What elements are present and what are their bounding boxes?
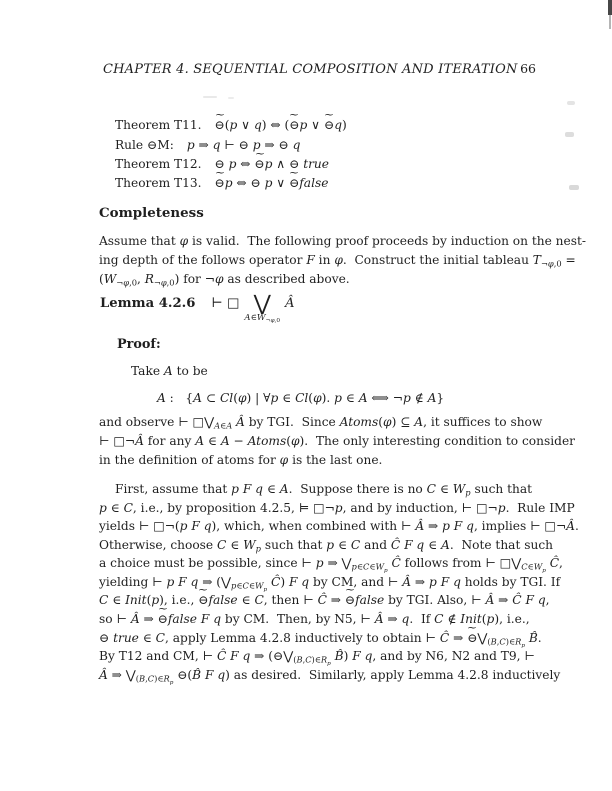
vee-subscript: $A\in W_{\neg\varphi,0}$ (244, 313, 281, 324)
proof-main-line-7: C ∈ Init(p), i.e., ⊖ ~false ∈ C, then ⊢ Ĉ ⇒ ⊖ ~false by TGI. Also, ⊢ Â ⇒ Ĉ F q, (99, 592, 550, 609)
completeness-line-3: ($W_{\neg\varphi,0}$, $R_{\neg\varphi,0}$) for ¬φ as described above. (99, 272, 350, 288)
theorem-t12-label: Theorem T12. (115, 157, 202, 171)
theorem-t11-line (115, 117, 347, 134)
proof-main-line-3: yields ⊢ □¬(p F q), which, when combined with ⊢ Â ⇒ p F q, implies ⊢ □¬Â. (99, 519, 579, 533)
scan-artifact (609, 15, 611, 29)
scan-artifact (569, 185, 579, 190)
scan-artifact (203, 96, 217, 98)
lemma-a-hat: Â (285, 296, 295, 311)
rule-om-line (115, 137, 300, 154)
lemma-426-formula (211, 291, 295, 324)
rule-om-label: Rule ⊖M: (115, 138, 174, 152)
proof-main-line-5: a choice must be possible, since ⊢ p ⇒ $⋁_{p\in C\in W_p}$ Ĉ follows from ⊢ $□⋁_{C\in W_p}$ Ĉ, (99, 556, 563, 574)
completeness-line-2: ing depth of the follows operator F in φ. Construct the initial tableau $T_{\neg\varphi,0}$ = (99, 253, 576, 269)
theorem-t11-formula: ⊖ ~(p ∨ q) ⇔ (⊖ ~p ∨ ⊖ ~q) (215, 118, 347, 132)
scan-artifact (608, 0, 612, 15)
proof-main-line-8: so ⊢ Â ⇒ ⊖ ~false F q by CM. Then, by N5, ⊢ Â ⇒ q. If C ∉ Init(p), i.e., (99, 611, 530, 628)
theorem-t11-label: Theorem T11. (115, 118, 202, 132)
theorem-t13-label: Theorem T13. (115, 176, 202, 190)
proof-main-line-10: By T12 and CM, ⊢ Ĉ F q ⇒ ($⊖⋁_{(B,C)\in R_p}$ B̂) F q, and by N6, N2 and T9, ⊢ (99, 649, 535, 667)
proof-main-line-2: p ∈ C, i.e., by proposition 4.2.5, ⊨ □¬p, and by induction, ⊢ □¬p. Rule IMP (99, 501, 575, 515)
theorem-t13-formula: ⊖ ~p ⇔ ⊖ p ∨ ⊖ ~false (215, 176, 329, 190)
set-definition-formula: A : {A ⊂ Cl(φ) | ∀p ∈ Cl(φ). p ∈ A ⟺ ¬p ∉ A} (157, 391, 445, 405)
observe-line-2: ⊢ □¬Â for any A ∈ A − Atoms(φ). The only interesting condition to consider (99, 434, 575, 448)
lemma-426-label: Lemma 4.2.6 (100, 296, 196, 311)
completeness-line-1: Assume that φ is valid. The following proof proceeds by induction on the nest- (99, 234, 587, 248)
theorem-t13-line (115, 175, 328, 192)
scan-artifact (228, 97, 234, 99)
observe-line-1: and observe ⊢ $□⋁_{A\in A}$ Â by TGI. Since Atoms(φ) ⊆ A, it suffices to show (99, 415, 543, 431)
theorem-t12-formula: ⊖ p ⇔ ⊖ ~p ∧ ⊖ true (215, 157, 329, 171)
vee-symbol: ⋁ (253, 291, 271, 315)
proof-main-line-11: Â ⇒ $⋁_{(B,C)\in R_p}$ ⊖(B̂ F q) as desired. Similarly, apply Lemma 4.2.8 inductively (99, 668, 561, 686)
completeness-heading: Completeness (99, 205, 204, 221)
page-header (103, 61, 536, 77)
proof-main-line-4: Otherwise, choose C ∈ $W_p$ such that p ∈ C and Ĉ F q ∈ A. Note that such (99, 538, 553, 554)
observe-line-3: in the definition of atoms for φ is the last one. (99, 453, 383, 467)
lemma-426 (100, 291, 295, 324)
scan-artifact (567, 101, 575, 105)
chapter-title: CHAPTER 4. SEQUENTIAL COMPOSITION AND ITERATION (103, 62, 518, 77)
page-number: 66 (520, 61, 536, 76)
rule-om-formula: p ⇒ q ⊢ ⊖ p ⇒ ⊖ q (186, 138, 301, 152)
proof-main-line-1: First, assume that p F q ∈ A. Suppose there is no C ∈ $W_p$ such that (115, 482, 533, 498)
lemma-turnstile-box: ⊢ □ (211, 296, 240, 311)
big-vee-operator (244, 291, 281, 324)
scan-artifact (565, 132, 574, 137)
proof-main-line-9: ⊖ true ∈ C, apply Lemma 4.2.8 inductively to obtain ⊢ Ĉ ⇒ ⊖ $\sim⋁_{(B,C)\in R_p}$ B̂. (99, 630, 542, 647)
proof-take-line: Take A to be (131, 364, 208, 378)
proof-heading: Proof: (117, 337, 161, 352)
proof-main-line-6: yielding ⊢ p F q ⇒ ($⋁_{p\in C\in W_p}$ Ĉ) F q by CM, and ⊢ Â ⇒ p F q holds by TGI. If (99, 575, 561, 593)
